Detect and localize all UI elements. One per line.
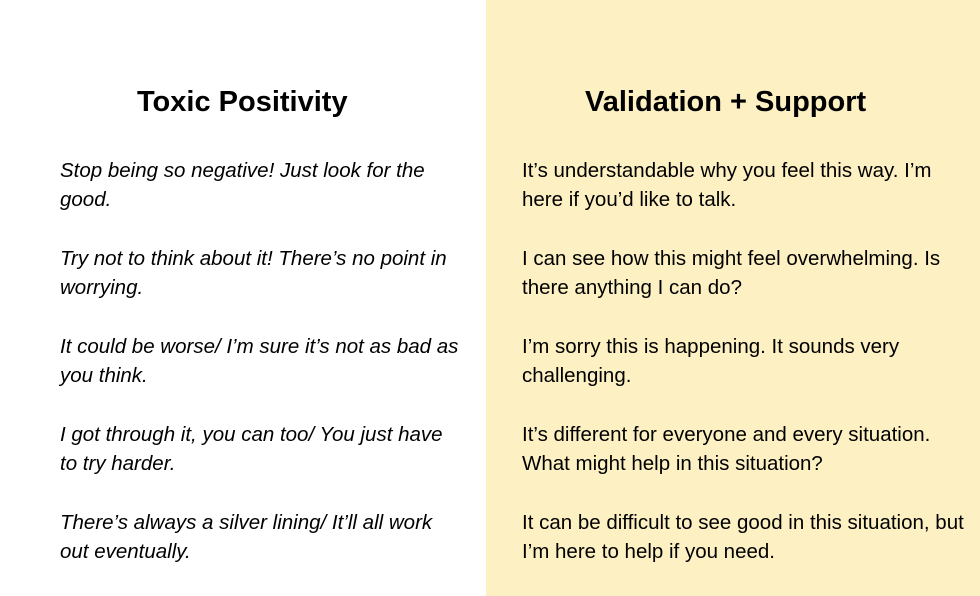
list-item: I got through it, you can too/ You just have to try harder. bbox=[60, 423, 443, 475]
list-item: It could be worse/ I’m sure it’s not as bad as you think. bbox=[60, 335, 459, 387]
list-item: It can be difficult to see good in this situation, but I’m here to help if you need. bbox=[522, 511, 964, 563]
toxic-positivity-column bbox=[0, 0, 486, 596]
validation-support-list bbox=[522, 156, 972, 596]
list-item: Try not to think about it! There’s no point in worrying. bbox=[60, 247, 447, 299]
list-item: Stop being so negative! Just look for the good. bbox=[60, 159, 425, 211]
validation-support-column bbox=[486, 0, 980, 596]
toxic-positivity-title: Toxic Positivity bbox=[137, 86, 348, 118]
list-item: It’s understandable why you feel this way. I’m here if you’d like to talk. bbox=[522, 159, 932, 211]
list-item: I’m sorry this is happening. It sounds very challenging. bbox=[522, 335, 900, 387]
list-item: I can see how this might feel overwhelming. Is there anything I can do? bbox=[522, 247, 941, 299]
toxic-positivity-list bbox=[60, 156, 460, 596]
list-item: There’s always a silver lining/ It’ll all work out eventually. bbox=[60, 511, 433, 563]
list-item: It’s different for everyone and every situation. What might help in this situation? bbox=[522, 423, 931, 475]
validation-support-title: Validation + Support bbox=[585, 86, 867, 118]
